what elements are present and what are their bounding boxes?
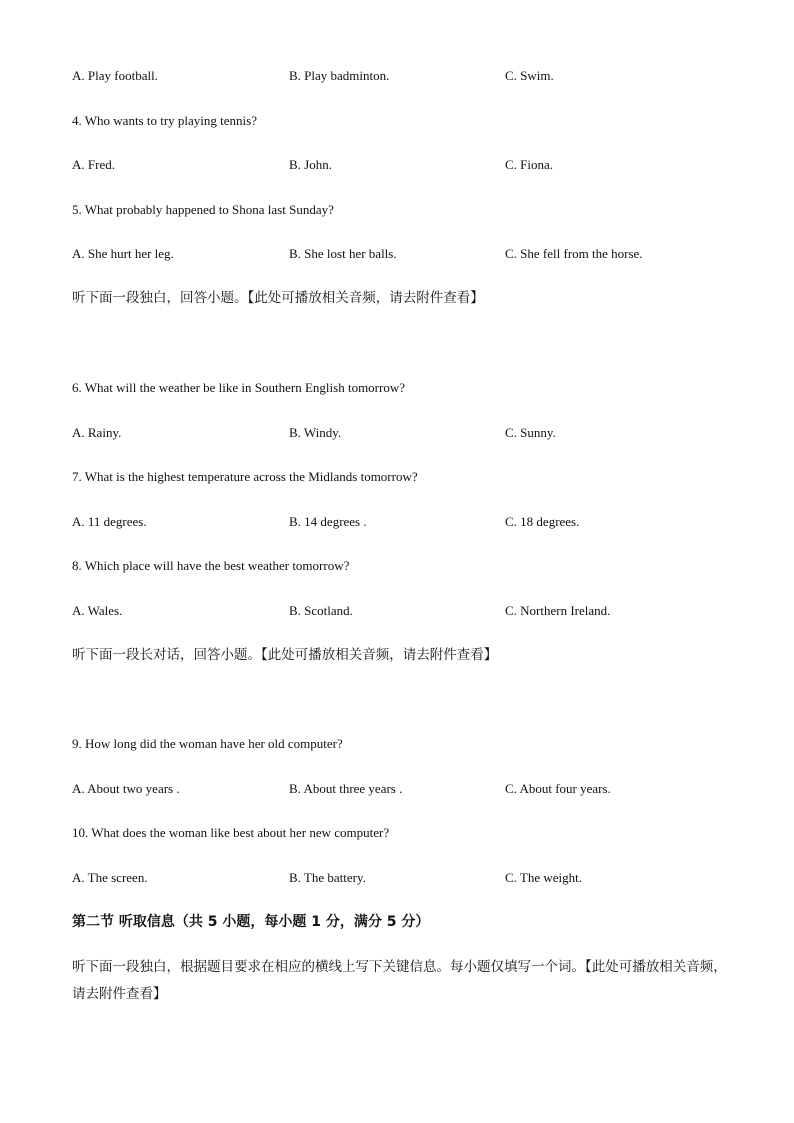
- q8-options: [72, 603, 732, 619]
- q8-option-a[interactable]: A. Wales.: [72, 603, 123, 618]
- q5-option-a[interactable]: A. She hurt her leg.: [72, 246, 174, 261]
- q6-option-a[interactable]: A. Rainy.: [72, 425, 122, 440]
- section2-instruction: 听下面一段独白，根据题目要求在相应的横线上写下关键信息。每小题仅填写一个词。【此处可播放相关音频，请去附件查看】: [72, 959, 727, 1002]
- q4-options: [72, 157, 732, 173]
- q5-question: 5. What probably happened to Shona last Sunday?: [72, 202, 334, 217]
- q4-question: 4. Who wants to try playing tennis?: [72, 113, 257, 128]
- q6-question: 6. What will the weather be like in Southern English tomorrow?: [72, 380, 405, 395]
- q7-option-a[interactable]: A. 11 degrees.: [72, 514, 147, 529]
- section2-title: 第二节 听取信息（共 5 小题，每小题 1 分，满分 5 分）: [72, 914, 430, 930]
- q3-option-a[interactable]: A. Play football.: [72, 68, 158, 83]
- instruction-dialogue: 听下面一段长对话，回答小题。【此处可播放相关音频，请去附件查看】: [72, 647, 498, 663]
- q10-options: [72, 870, 732, 886]
- q9-options: [72, 781, 732, 797]
- q10-option-b[interactable]: B. The battery.: [289, 870, 366, 885]
- q7-option-c[interactable]: C. 18 degrees.: [505, 514, 580, 529]
- q10-option-a[interactable]: A. The screen.: [72, 870, 148, 885]
- q8-option-c[interactable]: C. Northern Ireland.: [505, 603, 611, 618]
- q7-question: 7. What is the highest temperature across the Midlands tomorrow?: [72, 469, 418, 484]
- q9-option-c[interactable]: C. About four years.: [505, 781, 611, 796]
- q5-options: [72, 246, 732, 262]
- q7-options: [72, 514, 732, 530]
- q9-question: 9. How long did the woman have her old computer?: [72, 736, 343, 751]
- q10-option-c[interactable]: C. The weight.: [505, 870, 583, 885]
- q9-option-b[interactable]: B. About three years .: [289, 781, 403, 796]
- q6-options: [72, 425, 732, 441]
- q3-options: [72, 68, 732, 84]
- q6-option-b[interactable]: B. Windy.: [289, 425, 342, 440]
- q7-option-b[interactable]: B. 14 degrees .: [289, 514, 367, 529]
- q9-option-a[interactable]: A. About two years .: [72, 781, 180, 796]
- q10-question: 10. What does the woman like best about her new computer?: [72, 825, 390, 840]
- q5-option-b[interactable]: B. She lost her balls.: [289, 246, 397, 261]
- q4-option-a[interactable]: A. Fred.: [72, 157, 115, 172]
- q3-option-c[interactable]: C. Swim.: [505, 68, 554, 83]
- q5-option-c[interactable]: C. She fell from the horse.: [505, 246, 643, 261]
- q4-option-c[interactable]: C. Fiona.: [505, 157, 554, 172]
- q4-option-b[interactable]: B. John.: [289, 157, 332, 172]
- instruction-monologue: 听下面一段独白，回答小题。【此处可播放相关音频，请去附件查看】: [72, 290, 484, 306]
- q3-option-b[interactable]: B. Play badminton.: [289, 68, 390, 83]
- q8-question: 8. Which place will have the best weather tomorrow?: [72, 558, 350, 573]
- q8-option-b[interactable]: B. Scotland.: [289, 603, 353, 618]
- q6-option-c[interactable]: C. Sunny.: [505, 425, 556, 440]
